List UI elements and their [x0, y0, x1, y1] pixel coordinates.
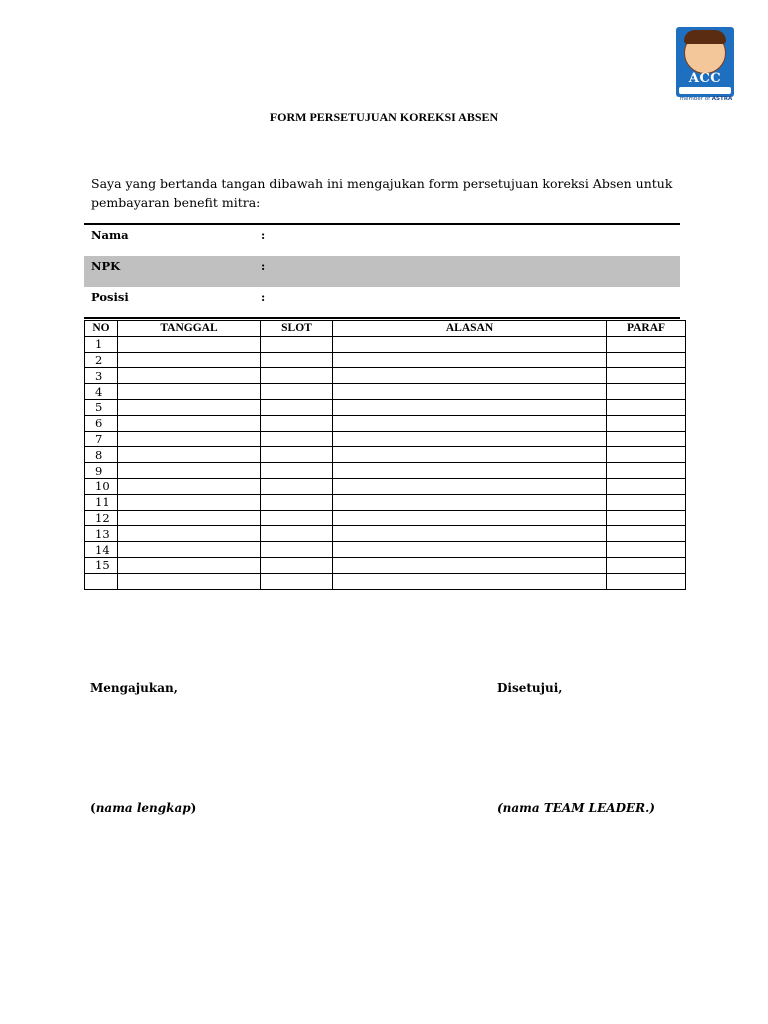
slot-cell[interactable] [261, 526, 333, 542]
tanggal-cell[interactable] [118, 336, 261, 352]
alasan-cell[interactable] [333, 494, 607, 510]
tanggal-cell[interactable] [118, 542, 261, 558]
field-colon: : [261, 228, 266, 242]
alasan-cell[interactable] [333, 510, 607, 526]
paraf-cell[interactable] [607, 526, 686, 542]
tanggal-cell[interactable] [118, 352, 261, 368]
table-row [85, 542, 686, 558]
submitter-label: Mengajukan, [90, 681, 178, 695]
no-cell: 7 [85, 431, 118, 447]
table-row [85, 478, 686, 494]
field-colon: : [261, 290, 266, 304]
attendance-table [84, 320, 686, 590]
alasan-cell[interactable] [333, 384, 607, 400]
alasan-cell[interactable] [333, 542, 607, 558]
table-row [85, 368, 686, 384]
tanggal-cell[interactable] [118, 368, 261, 384]
slot-cell[interactable] [261, 542, 333, 558]
tanggal-cell[interactable] [118, 447, 261, 463]
logo-band [679, 87, 731, 94]
slot-cell[interactable] [261, 352, 333, 368]
header-no: NO [85, 321, 118, 337]
paraf-cell[interactable] [607, 431, 686, 447]
header-tanggal: TANGGAL [118, 321, 261, 337]
tanggal-cell[interactable] [118, 431, 261, 447]
no-cell: 3 [85, 368, 118, 384]
alasan-cell[interactable] [333, 526, 607, 542]
tanggal-cell[interactable] [118, 478, 261, 494]
logo-member-label: member of [679, 96, 711, 102]
alasan-cell[interactable] [333, 431, 607, 447]
paraf-cell[interactable] [607, 384, 686, 400]
no-cell: 14 [85, 542, 118, 558]
alasan-cell[interactable] [333, 463, 607, 479]
no-cell: 9 [85, 463, 118, 479]
slot-cell[interactable] [261, 510, 333, 526]
logo-brand: ASTRA [711, 96, 733, 102]
tanggal-cell[interactable] [118, 526, 261, 542]
no-cell: 10 [85, 478, 118, 494]
no-cell: 11 [85, 494, 118, 510]
paren-close: ) [190, 801, 197, 815]
header-paraf: PARAF [607, 321, 686, 337]
slot-cell[interactable] [261, 463, 333, 479]
no-cell [85, 573, 118, 589]
paraf-cell[interactable] [607, 336, 686, 352]
field-label: NPK [91, 259, 121, 273]
paraf-cell[interactable] [607, 399, 686, 415]
form-title: FORM PERSETUJUAN KOREKSI ABSEN [269, 110, 499, 124]
paraf-cell[interactable] [607, 368, 686, 384]
alasan-cell[interactable] [333, 557, 607, 573]
alasan-cell[interactable] [333, 336, 607, 352]
paraf-cell[interactable] [607, 494, 686, 510]
no-cell: 6 [85, 415, 118, 431]
slot-cell[interactable] [261, 384, 333, 400]
field-label: Posisi [91, 290, 129, 304]
table-row [85, 463, 686, 479]
table-row [85, 384, 686, 400]
paraf-cell[interactable] [607, 573, 686, 589]
intro-text: Saya yang bertanda tangan dibawah ini mengajukan form persetujuan koreksi Absen untuk pembayaran benefit mitra: [91, 176, 673, 210]
tanggal-cell[interactable] [118, 384, 261, 400]
paraf-cell[interactable] [607, 463, 686, 479]
field-posisi [84, 287, 680, 318]
field-colon: : [261, 259, 266, 273]
no-cell: 5 [85, 399, 118, 415]
no-cell: 8 [85, 447, 118, 463]
bottom-rule [84, 317, 680, 319]
no-cell: 1 [85, 336, 118, 352]
paraf-cell[interactable] [607, 447, 686, 463]
table-row [85, 415, 686, 431]
table-row [85, 399, 686, 415]
paraf-cell[interactable] [607, 415, 686, 431]
tanggal-cell[interactable] [118, 494, 261, 510]
acc-logo [676, 27, 734, 97]
slot-cell[interactable] [261, 478, 333, 494]
table-row [85, 431, 686, 447]
alasan-cell[interactable] [333, 368, 607, 384]
table-row [85, 447, 686, 463]
table-row [85, 352, 686, 368]
header-slot: SLOT [261, 321, 333, 337]
alasan-cell[interactable] [333, 573, 607, 589]
table-row [85, 526, 686, 542]
no-cell: 2 [85, 352, 118, 368]
alasan-cell[interactable] [333, 447, 607, 463]
alasan-cell[interactable] [333, 415, 607, 431]
logo-text: ACC [688, 71, 722, 86]
paraf-cell[interactable] [607, 478, 686, 494]
slot-cell[interactable] [261, 415, 333, 431]
table-row [85, 494, 686, 510]
alasan-cell[interactable] [333, 478, 607, 494]
table-header-row [85, 321, 686, 337]
slot-cell[interactable] [261, 431, 333, 447]
slot-cell[interactable] [261, 573, 333, 589]
paraf-cell[interactable] [607, 542, 686, 558]
alasan-cell[interactable] [333, 399, 607, 415]
paraf-cell[interactable] [607, 510, 686, 526]
header-alasan: ALASAN [333, 321, 607, 337]
tanggal-cell[interactable] [118, 415, 261, 431]
alasan-cell[interactable] [333, 352, 607, 368]
no-cell: 4 [85, 384, 118, 400]
no-cell: 12 [85, 510, 118, 526]
slot-cell[interactable] [261, 336, 333, 352]
field-nama [84, 225, 680, 256]
no-cell: 15 [85, 557, 118, 573]
tanggal-cell[interactable] [118, 573, 261, 589]
tanggal-cell[interactable] [118, 399, 261, 415]
slot-cell[interactable] [261, 368, 333, 384]
slot-cell[interactable] [261, 399, 333, 415]
table-row [85, 573, 686, 589]
table-row [85, 510, 686, 526]
slot-cell[interactable] [261, 494, 333, 510]
tanggal-cell[interactable] [118, 557, 261, 573]
slot-cell[interactable] [261, 447, 333, 463]
submitter-name [90, 801, 196, 815]
paren-open: ( [90, 801, 96, 815]
field-npk [84, 256, 680, 287]
slot-cell[interactable] [261, 557, 333, 573]
submitter-name-text: nama lengkap [95, 801, 191, 815]
table-row [85, 336, 686, 352]
tanggal-cell[interactable] [118, 510, 261, 526]
mascot-hair-icon [684, 30, 726, 44]
no-cell: 13 [85, 526, 118, 542]
logo-member-text [676, 96, 736, 102]
paraf-cell[interactable] [607, 352, 686, 368]
paraf-cell[interactable] [607, 557, 686, 573]
approver-label: Disetujui, [497, 681, 563, 695]
tanggal-cell[interactable] [118, 463, 261, 479]
approver-name: (nama TEAM LEADER.) [497, 801, 655, 815]
field-label: Nama [91, 228, 129, 242]
table-row [85, 557, 686, 573]
